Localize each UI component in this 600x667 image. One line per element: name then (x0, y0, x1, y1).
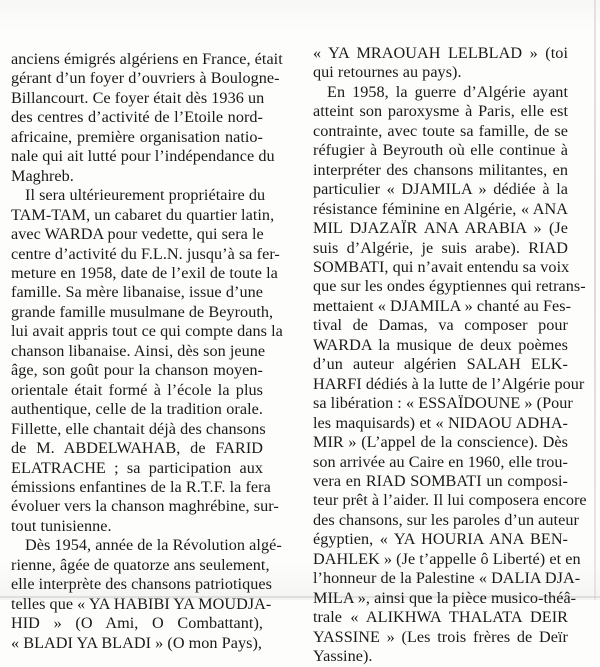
text-line: DAHLEK » (Je t’appelle ô Liberté) et en (313, 549, 581, 568)
text-line: YASSINE » (Les trois frères de Deïr (313, 627, 568, 646)
text-line: vera en RIAD SOMBATI un composi- (313, 471, 568, 490)
text-line: Il sera ultérieurement propriétaire du (25, 186, 266, 205)
text-line: orientale était formé à l’école la plus (11, 380, 263, 399)
text-line: MIL DJAZAÏR ANA ARABIA » (Je (313, 219, 568, 238)
text-line: africaine, première organisation natio- (11, 127, 263, 146)
text-line: trale « ALIKHWA THALATA DEIR (313, 608, 568, 627)
text-line: anciens émigrés algériens en France, était (11, 50, 283, 68)
text-line: des chansons, sur les paroles d’un auteur (313, 510, 579, 529)
text-line: sa libération : « ESSAÏDOUNE » (Pour (313, 394, 573, 413)
text-line: âge, son goût pour la chanson moyen- (11, 361, 263, 380)
text-line: Billancourt. Ce foyer était dès 1936 un (11, 88, 265, 107)
text-line: famille. Sa mère libanaise, issue d’une (11, 283, 263, 302)
text-line: évoluer vers la chanson maghrébine, sur- (11, 497, 279, 516)
text-line: Maghreb. (11, 166, 74, 185)
text-line: ELATRACHE ; sa participation aux (11, 458, 263, 477)
paragraph-foyer (11, 50, 283, 186)
page-edge-right (594, 0, 596, 600)
text-line: telles que « YA HABIBI YA MOUDJA- (11, 594, 272, 613)
text-line: MILA », ainsi que la pièce musico-théâ- (313, 588, 577, 607)
text-line: lui avait appris tout ce qui compte dans la (11, 322, 283, 341)
text-line: elle interprète des chansons patriotiques (11, 575, 272, 594)
text-line: résistance féminine en Algérie, « ANA (313, 199, 568, 218)
text-line: Fillette, elle chantait déjà des chansons (11, 419, 266, 438)
text-line: mettaient « DJAMILA » chanté au Fes- (313, 296, 572, 315)
text-line: chanson libanaise. Ainsi, dès son jeune (11, 341, 266, 360)
text-line: l’honneur de la Palestine « DALIA DJA- (313, 569, 581, 588)
text-line: avec WARDA pour vedette, qui sera le (11, 225, 264, 244)
text-line: rienne, âgée de quatorze ans seulement, (11, 555, 270, 574)
text-line: nale qui ait lutté pour l’indépendance du (11, 147, 275, 166)
text-line: réfugier à Beyrouth où elle continue à (313, 141, 568, 160)
text-line: meture en 1958, date de l’exil de toute la (11, 263, 278, 282)
text-line: émissions enfantines de la R.T.F. la fera (11, 477, 271, 496)
left-column (11, 50, 283, 653)
text-line: En 1958, la guerre d’Algérie ayant (327, 82, 568, 101)
text-line: de M. ABDELWAHAB, de FARID (11, 439, 263, 458)
text-line: gérant d’un foyer d’ouvriers à Boulogne- (11, 69, 280, 88)
text-line: SOMBATI, qui n’avait entendu sa voix (313, 257, 570, 276)
text-line: des centres d’activité de l’Etoile nord- (11, 108, 263, 127)
text-line: les maquisards) et « NIDAOU ADHA- (313, 413, 568, 432)
text-line: teur prêt à l’aider. Il lui composera encore (313, 491, 587, 510)
text-line: particulier « DJAMILA » dédiée à la (313, 180, 568, 199)
text-line: HARFI dédiés à la lutte de l’Algérie pour (313, 374, 585, 393)
text-line: atteint son paroxysme à Paris, elle est (313, 102, 568, 121)
text-line: « BLADI YA BLADI » (O mon Pays), (11, 633, 262, 652)
right-column (313, 44, 587, 667)
paragraph-1954 (11, 536, 282, 653)
text-line: que sur les ondes égyptiennes qui retrans- (313, 277, 586, 296)
text-line: grande famille musulmane de Beyrouth, (11, 302, 274, 321)
text-line: son arrivée au Caire en 1960, elle trou- (313, 452, 568, 471)
text-line: tout tunisienne. (11, 516, 112, 535)
text-line: interpréter des chansons militantes, en (313, 160, 568, 179)
text-line: centre d’activité du F.L.N. jusqu’à sa fer- (11, 244, 280, 263)
paragraph-1958 (313, 82, 587, 667)
text-line: tival de Damas, va composer pour (313, 316, 568, 335)
text-line: TAM-TAM, un cabaret du quartier latin, (11, 205, 275, 224)
text-line: d’un auteur algérien SALAH ELK- (313, 355, 568, 374)
text-line: suis d’Algérie, je suis arabe). RIAD (313, 238, 568, 257)
text-line: Dès 1954, année de la Révolution algé- (25, 536, 282, 555)
text-line: « YA MRAOUAH LELBLAD » (toi (313, 44, 568, 62)
paragraph-mraouah (313, 44, 568, 83)
paragraph-tam-tam (11, 186, 283, 536)
text-line: WARDA la musique de deux poèmes (313, 335, 568, 354)
text-line: qui retournes au pays). (313, 63, 462, 82)
text-line: authentique, celle de la tradition orale. (11, 400, 263, 419)
text-line: HID » (O Ami, O Combattant), (11, 614, 263, 633)
text-line: égyptien, « YA HOURIA ANA BEN- (313, 530, 568, 549)
text-line: contrainte, avec toute sa famille, de se (313, 121, 568, 140)
text-line: Yassine). (313, 647, 373, 666)
text-line: MIR » (L’appel de la conscience). Dès (313, 433, 568, 452)
